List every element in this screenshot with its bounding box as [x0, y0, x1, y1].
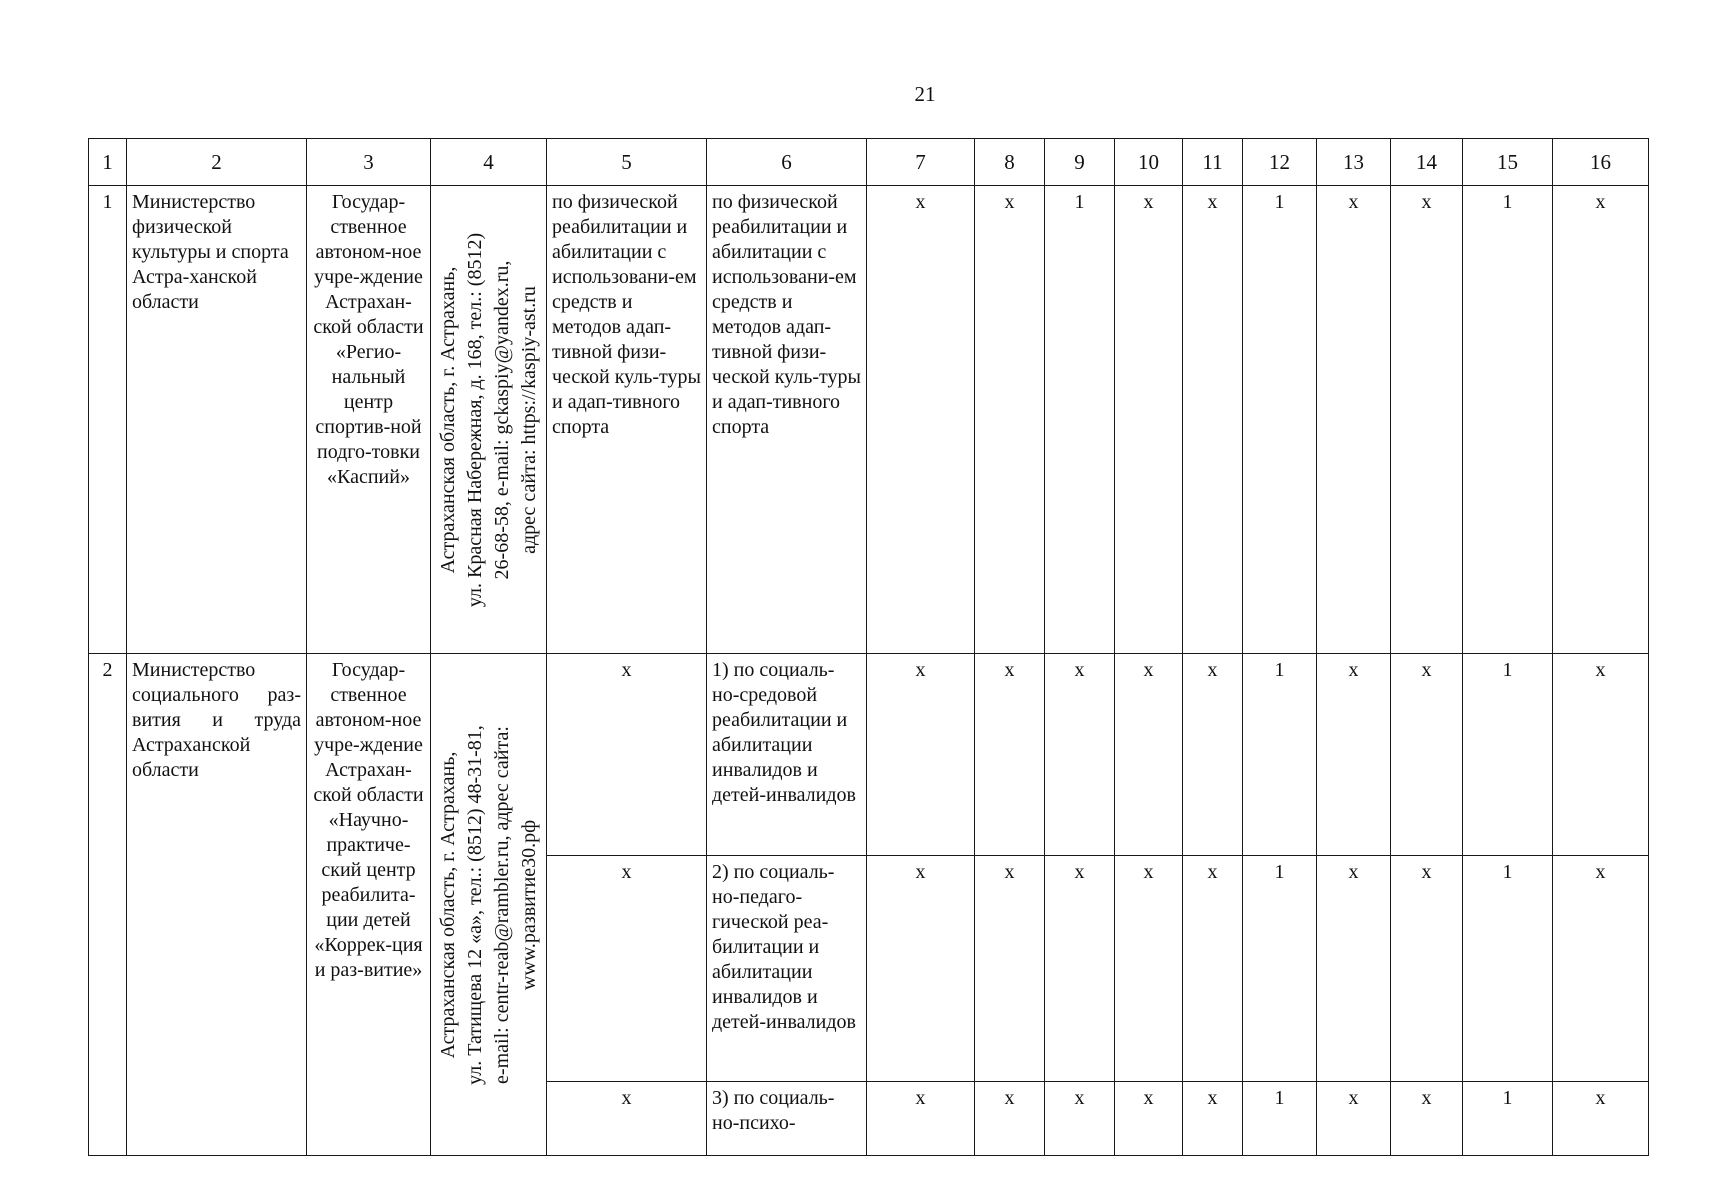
col-header-14: 14 [1391, 139, 1463, 186]
page-number: 21 [914, 82, 936, 106]
col-header-1: 1 [89, 139, 127, 186]
col-header-6: 6 [707, 139, 867, 186]
mark-cell: x [1115, 654, 1183, 856]
address-line: Астраханская область, г. Астрахань, [436, 266, 459, 573]
mark-cell: 1 [1463, 1082, 1553, 1156]
ministry-cell: Министерство физической культуры и спорта Астра-ханской области [127, 186, 307, 654]
col-header-15: 15 [1463, 139, 1553, 186]
mark-cell: 1 [1463, 856, 1553, 1082]
mark-cell: 1 [1243, 654, 1317, 856]
address-cell [431, 654, 547, 1156]
mark-cell: x [1553, 856, 1649, 1082]
col-header-2: 2 [127, 139, 307, 186]
mark-cell: x [1045, 654, 1115, 856]
rehab-direction-cell: 2) по социаль-но-педаго-гической реа-билитации и абилитации инвалидов и детей-инвалидов [707, 856, 867, 1082]
mark-cell: 1 [1463, 186, 1553, 654]
mark-cell: x [1553, 1082, 1649, 1156]
mark-cell: x [975, 1082, 1045, 1156]
mark-cell: 1 [1243, 856, 1317, 1082]
mark-cell: x [1183, 186, 1243, 654]
mark-cell: x [975, 186, 1045, 654]
mark-cell: 1 [1243, 186, 1317, 654]
registry-table [88, 138, 1649, 1156]
rehab-type-cell: по физической реабилитации и абилитации с использовани-ем средств и методов адап-тивной физи-ческой куль-туры и адап-тивного спорта [547, 186, 707, 654]
mark-cell: x [867, 654, 975, 856]
mark-cell: x [1391, 654, 1463, 856]
mark-cell: x [1553, 186, 1649, 654]
mark-cell: x [1045, 1082, 1115, 1156]
table-row [89, 186, 1649, 654]
address-line: e-mail: centr-reab@rambler.ru, адрес сайта: [490, 725, 513, 1084]
col-header-8: 8 [975, 139, 1045, 186]
mark-cell: x [1317, 186, 1391, 654]
row-number: 1 [89, 186, 127, 654]
row-number: 2 [89, 654, 127, 1156]
mark-cell: x [1317, 856, 1391, 1082]
mark-cell: 1 [1243, 1082, 1317, 1156]
mark-cell: x [975, 654, 1045, 856]
rehab-direction-cell: 1) по социаль-но-средовой реабилитации и абилитации инвалидов и детей-инвалидов [707, 654, 867, 856]
rehab-direction-cell: по физической реабилитации и абилитации с использовани-ем средств и методов адап-тивной физи-ческой куль-туры и адап-тивного спорта [707, 186, 867, 654]
address-line: www.развитие30.рф [517, 819, 540, 990]
rehab-type-cell: x [547, 1082, 707, 1156]
mark-cell: x [1183, 1082, 1243, 1156]
institution-cell: Государ-ственное автоном-ное учре-ждение Астрахан-ской области «Регио-нальный центр спортив-ной подго-товки «Каспий» [307, 186, 431, 654]
mark-cell: x [1045, 856, 1115, 1082]
col-header-5: 5 [547, 139, 707, 186]
col-header-9: 9 [1045, 139, 1115, 186]
header-row [89, 139, 1649, 186]
col-header-10: 10 [1115, 139, 1183, 186]
rehab-type-cell: x [547, 654, 707, 856]
mark-cell: x [1391, 186, 1463, 654]
institution-cell: Государ-ственное автоном-ное учре-ждение Астрахан-ской области «Научно-практиче-ский центр реабилита-ции детей «Коррек-ция и раз-витие» [307, 654, 431, 1156]
mark-cell: x [1391, 1082, 1463, 1156]
col-header-3: 3 [307, 139, 431, 186]
col-header-4: 4 [431, 139, 547, 186]
mark-cell: x [1183, 654, 1243, 856]
mark-cell: x [1317, 1082, 1391, 1156]
address-line: ул. Красная Набережная, д. 168, тел.: (8512) [463, 232, 486, 607]
rehab-type-cell: x [547, 856, 707, 1082]
address-text [435, 725, 543, 1085]
col-header-16: 16 [1553, 139, 1649, 186]
mark-cell: x [867, 186, 975, 654]
address-cell [431, 186, 547, 654]
rehab-direction-cell: 3) по социаль-но-психо- [707, 1082, 867, 1156]
col-header-12: 12 [1243, 139, 1317, 186]
mark-cell: 1 [1463, 654, 1553, 856]
mark-cell: x [867, 856, 975, 1082]
mark-cell: x [1115, 1082, 1183, 1156]
mark-cell: x [1115, 186, 1183, 654]
mark-cell: x [1183, 856, 1243, 1082]
col-header-7: 7 [867, 139, 975, 186]
col-header-13: 13 [1317, 139, 1391, 186]
mark-cell: x [1391, 856, 1463, 1082]
address-line: Астраханская область, г. Астрахань, [436, 751, 459, 1058]
mark-cell: 1 [1045, 186, 1115, 654]
address-line: адрес сайта: https://kaspiy-ast.ru [517, 285, 540, 554]
address-line: ул. Татищева 12 «а», тел.: (8512) 48-31-81, [463, 724, 486, 1085]
ministry-cell: Министерство социального раз-вития и труда Астраханской области [127, 654, 307, 1156]
table-row [89, 654, 1649, 856]
address-line: 26-68-58, e-mail: gckaspiy@yandex.ru, [490, 260, 513, 579]
mark-cell: x [1115, 856, 1183, 1082]
mark-cell: x [975, 856, 1045, 1082]
mark-cell: x [867, 1082, 975, 1156]
mark-cell: x [1553, 654, 1649, 856]
address-text [435, 232, 543, 606]
col-header-11: 11 [1183, 139, 1243, 186]
mark-cell: x [1317, 654, 1391, 856]
